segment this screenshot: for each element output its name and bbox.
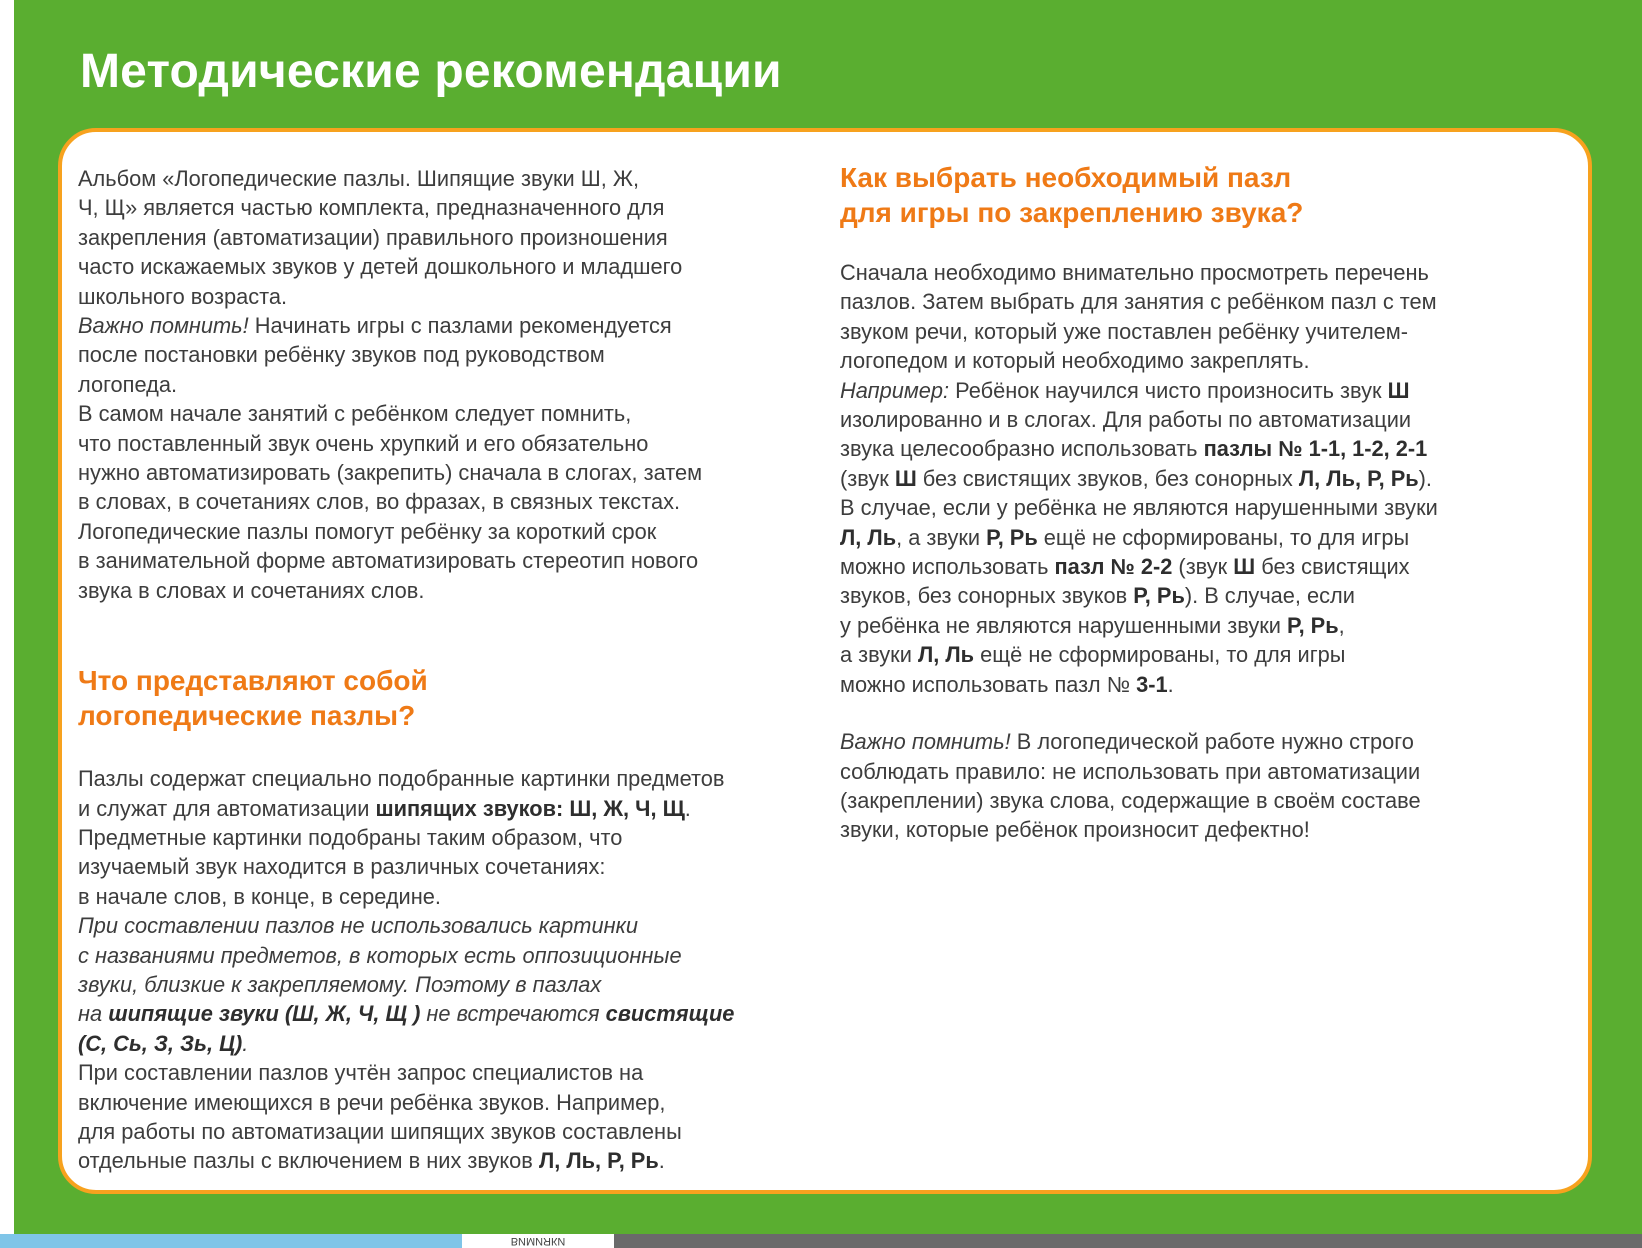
choose-paragraph: Сначала необходимо внимательно просмотреть перечень пазлов. Затем выбрать для занятия с ребёнком пазл с тем звуком речи, который уже поставлен ребёнку учителем- логопедом и который необходимо закреплять. xyxy=(840,260,1437,374)
left-column xyxy=(78,164,818,1176)
page-title: Методические рекомендации xyxy=(80,45,782,98)
content-card xyxy=(58,128,1592,1194)
start-paragraph: В самом начале занятий с ребёнком следует помнить, что поставленный звук очень хрупкий и его обязательно нужно автоматизировать (закрепить) сначала в слогах, затем в словах, в сочетаниях слов, во фразах, в связных текстах. Логопедические пазлы помогут ребёнку за короткий срок в занимательной форме автоматизировать стереотип нового звука в словах и сочетаниях слов. xyxy=(78,401,703,603)
important-rule-paragraph: Важно помнить! В логопедической работе нужно строго соблюдать правило: не использовать при автоматизации (закреплении) звука слова, содержащие в своём составе звуки, которые ребёнок произносит дефектно! xyxy=(840,729,1421,843)
important-note-paragraph: Важно помнить! Начинать игры с пазлами рекомендуется после постановки ребёнку звуков под руководством логопеда. xyxy=(78,313,672,397)
section-heading-what-are-puzzles: Что представляют собой логопедические пазлы? xyxy=(78,665,428,732)
bottom-dark-band xyxy=(600,1234,1642,1248)
important-label: Важно помнить! xyxy=(78,313,249,339)
example-label: Например: xyxy=(840,377,950,403)
italic-note-paragraph: При составлении пазлов не использовались картинки с названиями предметов, в которых есть оппозиционные звуки, близкие к закрепляемому. Поэтому в пазлах на шипящие звуки (Ш, Ж, Ч, Щ ) не встречаются свистящие (С, Сь, З, Зь, Ц). xyxy=(78,913,735,1056)
section-heading-how-to-choose: Как выбрать необходимый пазл для игры по закреплению звука? xyxy=(840,162,1304,228)
bottom-edge-strip xyxy=(0,1234,1642,1248)
example-paragraph: Например: Ребёнок научился чисто произносить звук Ш изолированно и в слогах. Для работы по автоматизации звука целесообразно использовать пазлы № 1-1, 1-2, 2-1 (звук Ш без свистящих звуков, без сонорных Л, Ль, Р, Рь). В случае, если у ребёнка не являются нарушенными звуки Л, Ль, а звуки Р, Рь ещё не сформированы, то для игры можно использовать пазл № 2-2 (звук Ш без свистящих звуков, без сонорных звуков Р, Рь). В случае, если у ребёнка не являются нарушенными звуки Р, Рь, а звуки Л, Ль ещё не сформированы, то для игры можно использовать пазл № 3-1. xyxy=(840,377,1438,697)
important-label: Важно помнить! xyxy=(840,729,1011,755)
page-background xyxy=(14,0,1642,1248)
right-column xyxy=(840,160,1540,845)
puzzles-paragraph: Пазлы содержат специально подобранные картинки предметов и служат для автоматизации шипящих звуков: Ш, Ж, Ч, Щ. Предметные картинки подобраны таким образом, что изучаемый звук находится в различных сочетаниях: в начале слов, в конце, в середине. xyxy=(78,766,725,909)
bottom-page-tab: ВИМИЯКИ xyxy=(462,1234,614,1248)
intro-paragraph: Альбом «Логопедические пазлы. Шипящие звуки Ш, Ж, Ч, Щ» является частью комплекта, предназначенного для закрепления (автоматизации) правильного произношения часто искажаемых звуков у детей дошкольного и младшего школьного возраста. xyxy=(78,166,683,309)
final-paragraph: При составлении пазлов учтён запрос специалистов на включение имеющихся в речи ребёнка звуков. Например, для работы по автоматизации шипящих звуков составлены отдельные пазлы с включением в них звуков Л, Ль, Р, Рь. xyxy=(78,1060,682,1174)
